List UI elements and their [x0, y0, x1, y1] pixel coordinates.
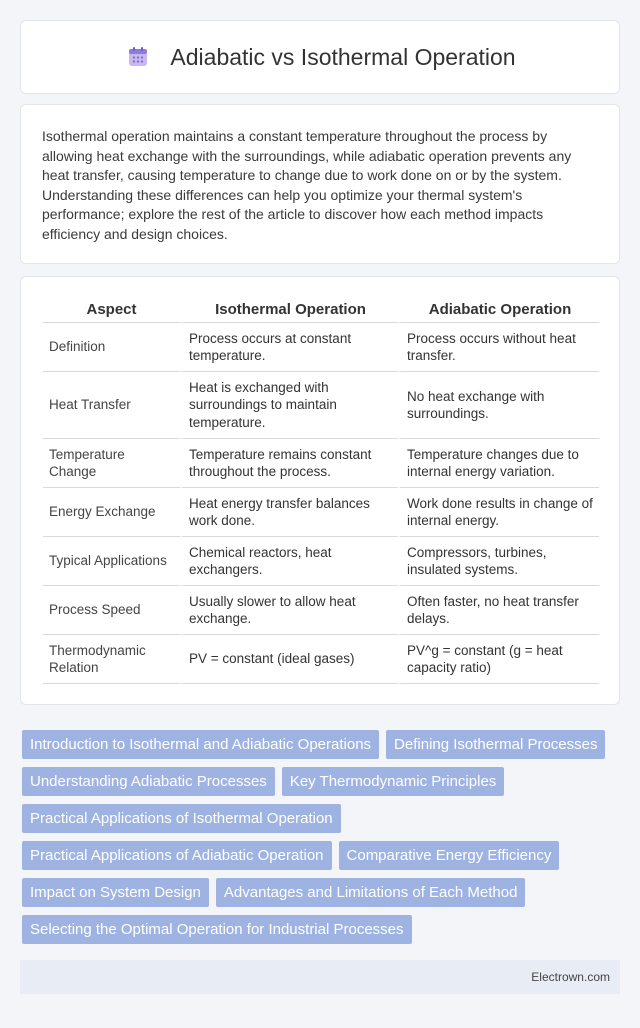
- topic-tag[interactable]: Practical Applications of Adiabatic Operation: [22, 841, 332, 870]
- table-cell-adiabatic: Often faster, no heat transfer delays.: [398, 586, 599, 635]
- table-cell-isothermal: Chemical reactors, heat exchangers.: [180, 537, 398, 586]
- intro-text: Isothermal operation maintains a constant temperature throughout the process by allowing heat exchange with the surroundings, while adiabatic operation prevents any heat transfer, causing temperature to change due to work done on or by the system. Understanding these differences can help you optimize your thermal system's performance; explore the rest of the article to discover how each method impacts efficiency and design choices.: [42, 128, 572, 242]
- column-header-adiabatic: Adiabatic Operation: [398, 295, 599, 323]
- footer-brand[interactable]: Electrown.com: [531, 970, 610, 984]
- table-row: [43, 372, 599, 439]
- topic-tag[interactable]: Selecting the Optimal Operation for Industrial Processes: [22, 915, 412, 944]
- comparison-table: [43, 295, 599, 684]
- topic-tag[interactable]: Comparative Energy Efficiency: [339, 841, 560, 870]
- topic-tag[interactable]: Advantages and Limitations of Each Method: [216, 878, 526, 907]
- table-cell-adiabatic: Process occurs without heat transfer.: [398, 323, 599, 372]
- table-row: [43, 439, 599, 488]
- comparison-table-card: [20, 276, 620, 705]
- calendar-icon: [124, 43, 152, 71]
- table-cell-adiabatic: Temperature changes due to internal energy variation.: [398, 439, 599, 488]
- intro-card: [20, 104, 620, 264]
- table-cell-aspect: Thermodynamic Relation: [43, 635, 180, 684]
- table-row: [43, 537, 599, 586]
- table-cell-isothermal: PV = constant (ideal gases): [180, 635, 398, 684]
- table-cell-isothermal: Heat energy transfer balances work done.: [180, 488, 398, 537]
- table-cell-adiabatic: PV^g = constant (g = heat capacity ratio): [398, 635, 599, 684]
- table-cell-aspect: Energy Exchange: [43, 488, 180, 537]
- table-row: [43, 488, 599, 537]
- topic-tag[interactable]: Impact on System Design: [22, 878, 209, 907]
- table-row: [43, 323, 599, 372]
- table-cell-aspect: Temperature Change: [43, 439, 180, 488]
- topic-tag[interactable]: Key Thermodynamic Principles: [282, 767, 504, 796]
- table-cell-aspect: Heat Transfer: [43, 372, 180, 439]
- table-cell-adiabatic: Work done results in change of internal energy.: [398, 488, 599, 537]
- topic-tag[interactable]: Practical Applications of Isothermal Operation: [22, 804, 341, 833]
- table-cell-isothermal: Heat is exchanged with surroundings to maintain temperature.: [180, 372, 398, 439]
- table-cell-adiabatic: No heat exchange with surroundings.: [398, 372, 599, 439]
- footer: [20, 960, 620, 994]
- table-cell-isothermal: Process occurs at constant temperature.: [180, 323, 398, 372]
- table-cell-aspect: Typical Applications: [43, 537, 180, 586]
- table-cell-isothermal: Temperature remains constant throughout the process.: [180, 439, 398, 488]
- topic-tag[interactable]: Introduction to Isothermal and Adiabatic Operations: [22, 730, 379, 759]
- column-header-isothermal: Isothermal Operation: [180, 295, 398, 323]
- topic-tag[interactable]: Defining Isothermal Processes: [386, 730, 605, 759]
- table-cell-aspect: Definition: [43, 323, 180, 372]
- table-cell-adiabatic: Compressors, turbines, insulated systems.: [398, 537, 599, 586]
- table-cell-isothermal: Usually slower to allow heat exchange.: [180, 586, 398, 635]
- topic-tags: [22, 730, 620, 952]
- topic-tag[interactable]: Understanding Adiabatic Processes: [22, 767, 275, 796]
- table-header-row: [43, 295, 599, 323]
- table-row: [43, 635, 599, 684]
- table-cell-aspect: Process Speed: [43, 586, 180, 635]
- column-header-aspect: Aspect: [43, 295, 180, 323]
- title-card: [20, 20, 620, 94]
- table-row: [43, 586, 599, 635]
- page-title: Adiabatic vs Isothermal Operation: [170, 43, 516, 70]
